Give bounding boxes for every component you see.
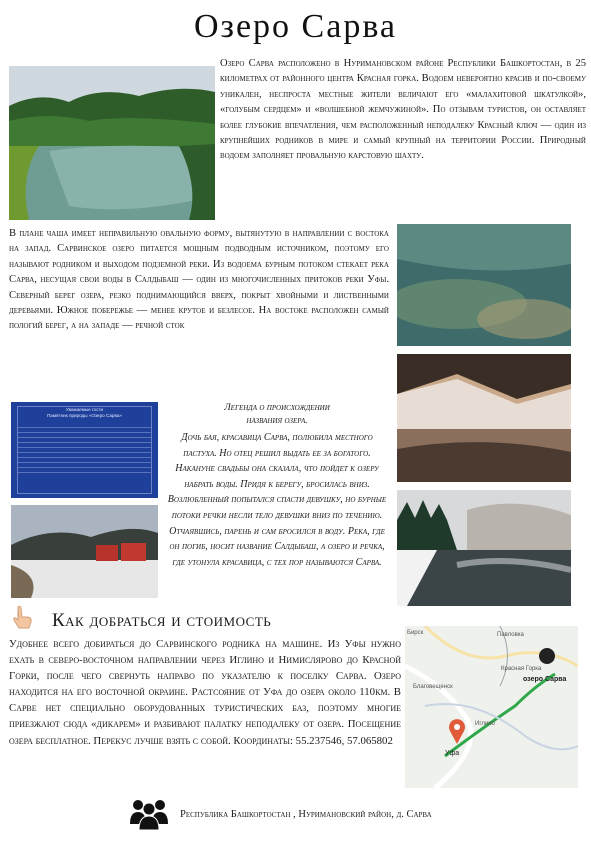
- route-map[interactable]: [405, 626, 578, 788]
- sign-line-1: Уважаемые гости: [65, 407, 104, 412]
- info-sign-photo: [11, 402, 158, 498]
- intro-text: Озеро Сарва расположено в Нуримановском районе Республики Башкортостан, в 25 километрах от районного центра Красная горка. Водоем невероятно красив и по-своему уникален, неспроста местные жители величают его «малахитовой шкатулкой», «голубым сердцем» и «волшебной жемчужиной». По отзывам туристов, он оставляет более глубокие впечатления, чем расположенный неподалеку Красный ключ — один из крупнейших родников в мире и самый крупный на территории России. Природный водоем заполняет провальную карстовую шахту.: [220, 58, 586, 162]
- pin-icon: [447, 718, 467, 744]
- winter-lake-photo: [397, 354, 571, 482]
- map-label-ozero-sarva: озеро Сарва: [523, 676, 567, 683]
- hand-pointer-icon: [9, 604, 35, 630]
- people-group-icon: [128, 796, 170, 830]
- sign-line-2: Памятник природы «Озеро Сарва»: [47, 413, 122, 418]
- legend-title-line-2: названия озера.: [246, 416, 308, 426]
- map-label-blagoveshchensk: Благовещенск: [413, 684, 453, 690]
- foggy-river-photo: [397, 490, 571, 606]
- map-label-birsk: Бирск: [407, 630, 424, 636]
- map-label-krasnaya-gorka: Красная Горка: [501, 666, 542, 672]
- lake-marker-icon: [539, 648, 555, 664]
- map-label-iglino: Иглино: [475, 721, 495, 727]
- village-winter-photo: [11, 505, 158, 598]
- page-title: Озеро Сарва: [193, 8, 398, 45]
- clear-water-photo: [397, 224, 571, 346]
- footer-address: Республика Башкортостан , Нуримановский район, д. Сарва: [180, 809, 432, 820]
- how-to-text: Удобнее всего добираться до Сарвинского родника на машине. Из Уфы нужно ехать в северо-восточном направлении через Иглино и Нимислярово до Красной Горки, после чего свернуть направо по указателю к поселку Сарва. Озеро находится на его восточной окраине. Растсояние от Уфа до озера около 110км. В Сарве нет специально оборудованных туристических баз, поэтому многие приезжают сюда «дикарем» и разбивают палатку неподалеку от озера. Посещение озера бесплатное. Перекус лучше взять с собой. Координаты: 55.237546, 57.065802: [9, 638, 401, 747]
- lake-summer-photo: [9, 66, 215, 220]
- map-label-pavlovka: Павловка: [497, 632, 524, 638]
- legend-title: [166, 402, 388, 428]
- description-text: В плане чаша имеет неправильную овальную форму, вытянутую в направлении с востока на запад. Сарвинское озеро питается мощным подводным источником, поэтому его называют родником и выходом подземной реки. Из водоема бурным потоком стекает река Сарва, несущая свои воды в Салдыбаш — один из многочисленных притоков реки Уфы. Северный берег озера, резко поднимающийся вверх, покрыт хвойными и лиственными деревьями. Южное побережье — менее крутое и безлесое. На востоке расположен самый пологий берег, а на западе — речной сток: [9, 228, 389, 332]
- map-label-ufa: Уфа: [445, 750, 460, 757]
- legend-text: Дочь бая, красавица Сарва, полюбила местного пастуха. Но отец решил выдать ее за богатого. Накануне свадьбы она сказала, что пойдет к озеру набрать воды. Придя к берегу, бросилась вниз. Возлюбленный попытался спасти девушку, но бурные потоки речки несли тело девушки вниз по течению. Отчаявшись, парень и сам бросился в воду. Река, где он погиб, носит название Салдыбаш, а озеро и речка, где утонула красавица, с тех пор называются Сарва.: [167, 432, 387, 568]
- legend-title-line-1: Легенда о происхождении: [224, 403, 330, 413]
- how-to-heading: Как добраться и стоимость: [52, 610, 272, 631]
